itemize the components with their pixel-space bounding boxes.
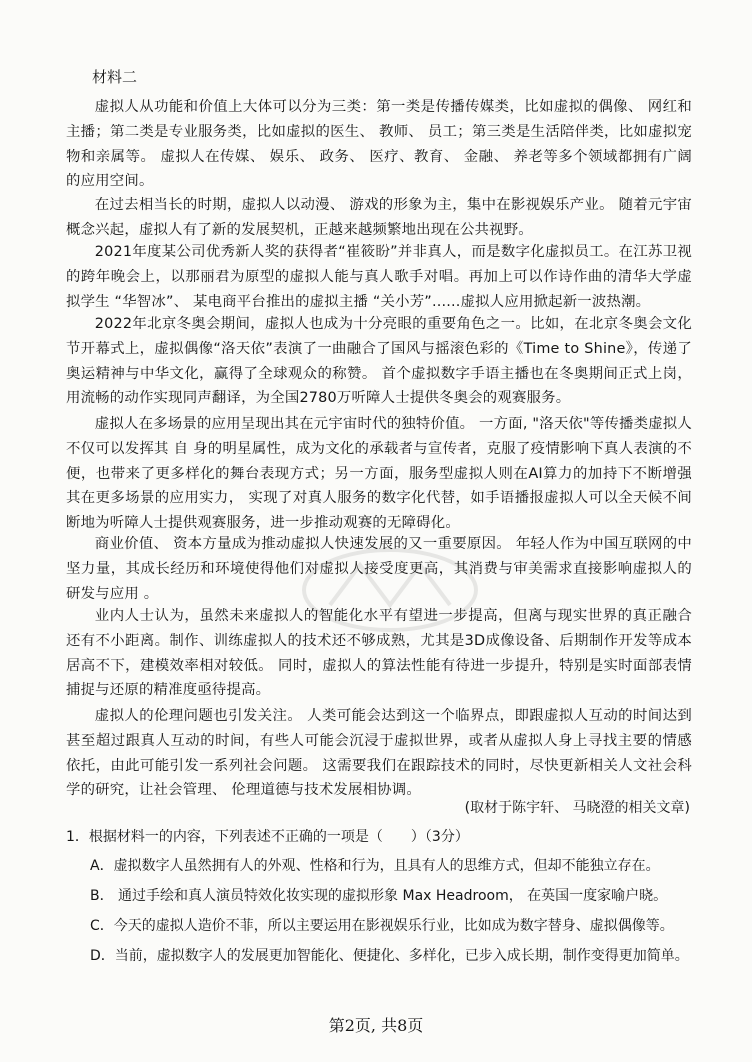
- paragraph-6: 商业价值、 资本方量成为推动虚拟人快速发展的又一重要原因。 年轻人作为中国互联网的中 坚力量，其成长经历和环境使得他们对虚拟人接受度更高，其消费与审美需求直接影响虚拟人的研发与应用 。: [66, 536, 692, 602]
- question-stem: 1．根据材料一的内容，下列表述不正确的一项是（ ）（3分）: [66, 829, 469, 845]
- paragraph-7: 业内人士认为，虽然未来虚拟人的智能化水平有望进一步提高，但离与现实世界的真正融合还有不小距离。制作、训练虚拟人的技术还不够成熟，尤其是3D成像设备、后期制作开发等成本居高不下，建模效率相对较低。 同时，虚拟人的算法性能有待进一步提升，特别是实时面部表情捕捉与还原的精准度亟待提高。: [66, 608, 692, 699]
- paragraph-3: 2021年度某公司优秀新人奖的获得者“崔筱盼”并非真人，而是数字化虚拟员工。在江苏卫视的跨年晚会上，以那丽君为原型的虚拟人能与真人歌手对唱。再加上可以作诗作曲的清华大学虚拟学生 “华智冰”、 某电商平台推出的虚拟主播 “关小芳”......虚拟人应用掀起新一波热潮。: [66, 244, 692, 310]
- material-heading: 材料二: [92, 68, 138, 86]
- option-a: A．虚拟数字人虽然拥有人的外观、性格和行为，且具有人的思维方式，但却不能独立存在。: [90, 858, 660, 874]
- paragraph-2: 在过去相当长的时期，虚拟人以动漫、 游戏的形象为主，集中在影视娱乐产业。 随着元宇宙概念兴起，虚拟人有了新的发展契机，正越来越频繁地出现在公共视野。: [66, 197, 692, 238]
- paragraph-5: 虚拟人在多场景的应用呈现出其在元宇宙时代的独特价值。 一方面, "洛天依"等传播类虚拟人不仅可以发挥其 自 身的明星属性，成为文化的承载者与宣传者，克服了疫情影响下真人表演的不便，也带来了更多样化的舞台表现方式；另一方面，服务型虚拟人则在AI算力的加持下不断增强其在更多场景的应用实力， 实现了对真人服务的数字化代替，如手语播报虚拟人可以全天候不间断地为听障人士提供观赛服务，进一步推动观赛的无障碍化。: [66, 416, 692, 532]
- option-d: D．当前，虚拟数字人的发展更加智能化、便捷化、多样化，已步入成长期，制作变得更加简单。: [90, 948, 689, 964]
- option-b: B． 通过手绘和真人演员特效化妆实现的虚拟形象 Max Headroom， 在英国一度家喻户晓。: [90, 888, 668, 904]
- source-citation: (取材于陈宇轩、 马晓澄的相关文章): [464, 800, 690, 816]
- page-number: 第2页, 共8页: [328, 1016, 424, 1035]
- paragraph-1: 虚拟人从功能和价值上大体可以分为三类：第一类是传播传媒类，比如虚拟的偶像、 网红和主播；第二类是专业服务类，比如虚拟的医生、 教师、 员工；第三类是生活陪伴类，比如虚拟宠物和亲属等。 虚拟人在传媒、 娱乐、 政务、 医疗、教育、 金融、 养老等多个领域都拥有广阔的应用空间。: [66, 99, 692, 190]
- paragraph-8: 虚拟人的伦理问题也引发关注。 人类可能会达到这一个临界点，即跟虚拟人互动的时间达到甚至超过跟真人互动的时间，有些人可能会沉浸于虚拟世界，或者从虚拟人身上寻找主要的情感依托，由此可能引发一系列社会问题。 这需要我们在跟踪技术的同时，尽快更新相关人文社会科学的研究，让社会管理、 伦理道德与技术发展相协调。: [66, 708, 692, 799]
- option-c: C．今天的虚拟人造价不菲，所以主要运用在影视娱乐行业，比如成为数字替身、虚拟偶像等。: [90, 918, 674, 934]
- paragraph-4: 2022年北京冬奥会期间，虚拟人也成为十分亮眼的重要角色之一。比如，在北京冬奥会文化节开幕式上，虚拟偶像“洛天依”表演了一曲融合了国风与摇滚色彩的《Time to Shine》，传递了奥运精神与中华文化，赢得了全球观众的称赞。 首个虚拟数字手语主播也在冬奥期间正式上岗，用流畅的动作实现同声翻译，为全国2780万听障人士提供冬奥会的观赛服务。: [66, 316, 692, 407]
